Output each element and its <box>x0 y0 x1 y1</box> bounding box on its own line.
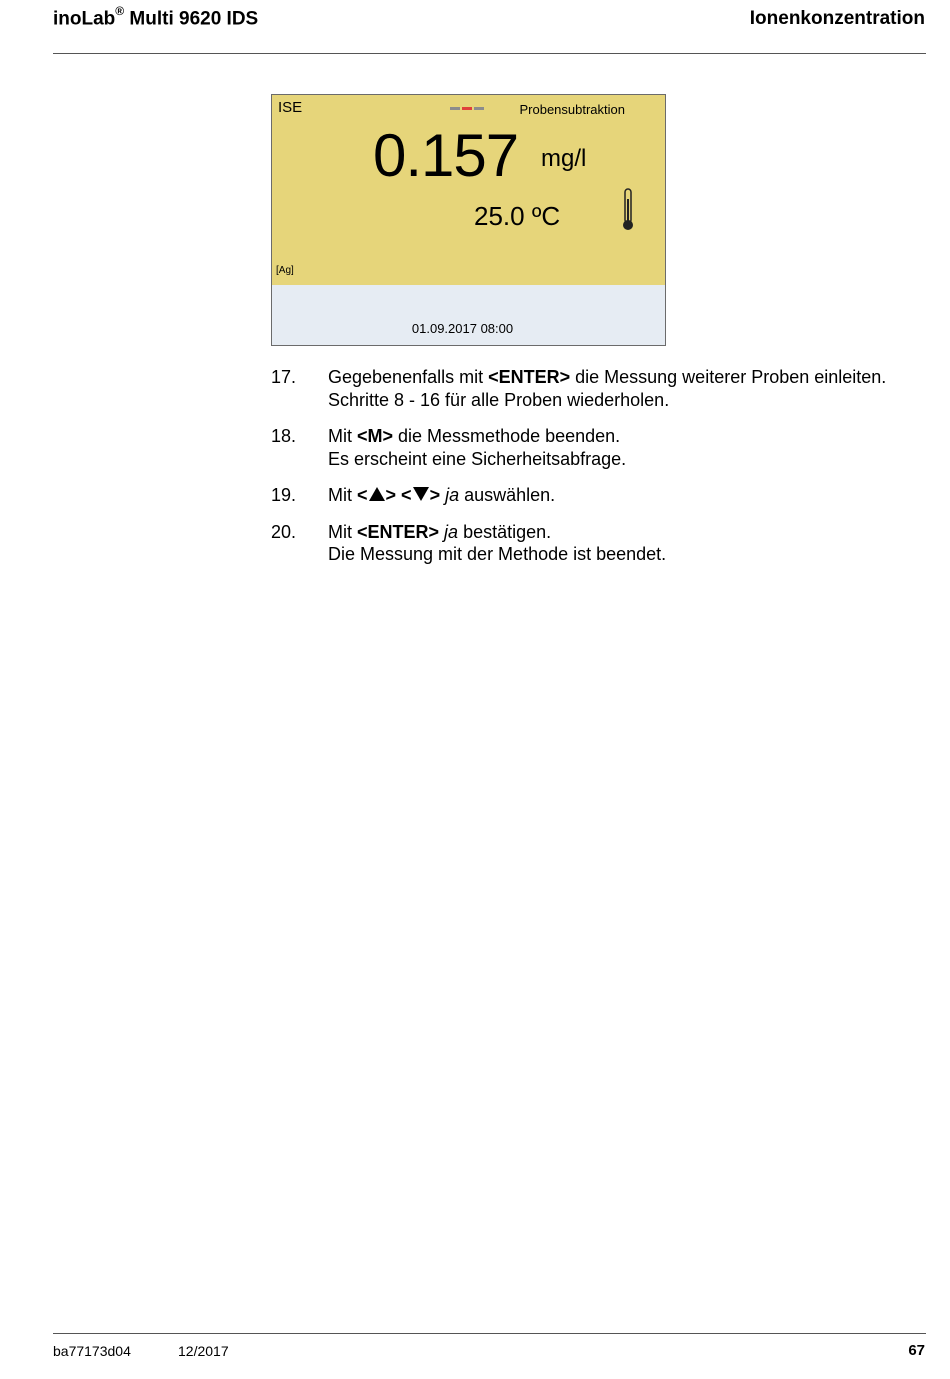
key-enter: <ENTER> <box>357 521 440 542</box>
page-number: 67 <box>908 1342 925 1359</box>
indicator-left <box>450 107 460 110</box>
measured-value: 0.157 <box>373 122 519 189</box>
key-down <box>401 485 440 505</box>
step-text <box>328 366 931 411</box>
ion-label: [Ag] <box>276 265 294 276</box>
thermometer-icon <box>621 187 635 233</box>
step-list <box>271 366 931 580</box>
step-text-line2: Die Messung mit der Methode ist beendet. <box>328 544 667 564</box>
step-text-part: Mit <box>328 426 357 446</box>
step-text-part: die Messung weiterer Proben einleiten. <box>570 367 887 387</box>
document-id: ba77173d04 <box>53 1343 131 1359</box>
product-model: Multi 9620 IDS <box>124 8 259 30</box>
triangle-up-icon <box>369 487 385 501</box>
step-number: 18. <box>271 426 297 446</box>
option-ja: ja <box>445 485 460 505</box>
key-bracket: > <box>385 485 397 505</box>
step-text-line2: Schritte 8 - 16 für alle Proben wiederholen. <box>328 389 670 410</box>
document-date: 12/2017 <box>178 1343 229 1359</box>
footer-divider <box>53 1333 926 1334</box>
step-text-part: die Messmethode beenden. <box>393 426 621 446</box>
indicator-right <box>474 107 484 110</box>
header-divider <box>53 53 926 54</box>
value-unit: mg/l <box>541 145 587 172</box>
temperature-value: 25.0 ºC <box>474 201 561 231</box>
section-title: Ionenkonzentration <box>749 8 925 29</box>
step-text <box>328 521 931 566</box>
step-17 <box>271 366 931 411</box>
option-ja: ja <box>444 521 459 542</box>
triangle-down-icon <box>413 487 429 501</box>
step-text-part: Mit <box>328 521 357 542</box>
step-text-part: auswählen. <box>459 485 556 505</box>
date-time: 01.09.2017 08:00 <box>411 321 514 336</box>
step-text-part: bestätigen. <box>458 521 552 542</box>
method-status: Probensubtraktion <box>519 102 625 117</box>
device-display <box>271 94 666 346</box>
measurement-mode: ISE <box>278 99 303 116</box>
step-text <box>328 484 931 507</box>
step-number: 17. <box>271 367 297 387</box>
step-18 <box>271 425 931 470</box>
indicator-middle <box>462 107 472 110</box>
key-enter: <ENTER> <box>488 367 571 387</box>
step-number: 19. <box>271 485 297 505</box>
key-bracket: > <box>429 485 441 505</box>
key-up <box>357 485 396 505</box>
key-bracket: < <box>401 485 412 505</box>
registered-mark: ® <box>115 4 125 18</box>
status-indicators <box>450 97 486 100</box>
step-text-part: Mit <box>328 485 357 505</box>
measurement-screen <box>272 95 665 285</box>
step-text-line2: Es erscheint eine Sicherheitsabfrage. <box>328 448 627 469</box>
key-m: <M> <box>357 426 394 446</box>
step-text-part: Gegebenenfalls mit <box>328 367 489 387</box>
step-20 <box>271 521 931 566</box>
document-title <box>53 6 258 30</box>
step-19 <box>271 484 931 507</box>
step-number: 20. <box>271 521 297 542</box>
product-name: inoLab <box>53 8 116 30</box>
step-text <box>328 425 931 470</box>
key-bracket: < <box>357 485 368 505</box>
